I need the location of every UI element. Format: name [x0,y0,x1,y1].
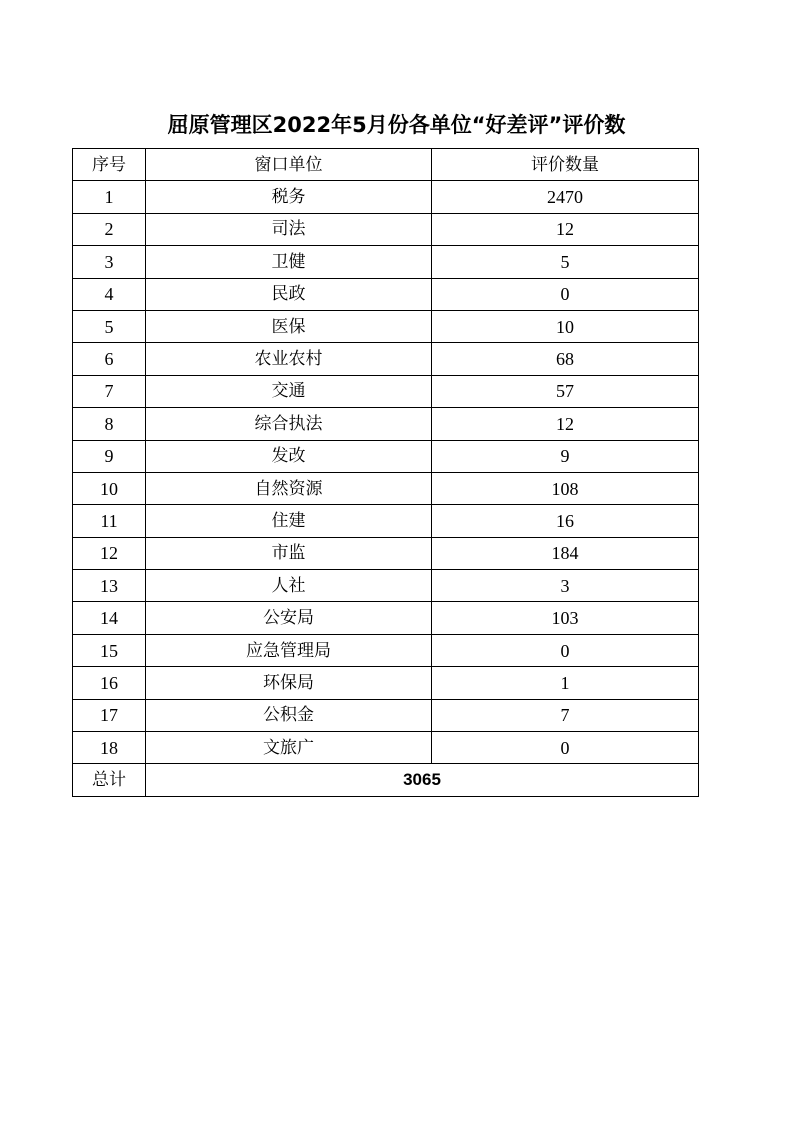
row-index: 6 [73,343,146,375]
table-row [73,472,699,504]
row-count: 12 [432,408,699,440]
row-count: 1 [432,667,699,699]
table-row [73,213,699,245]
row-index: 9 [73,440,146,472]
header-index: 序号 [73,149,146,181]
row-index: 16 [73,667,146,699]
table-row [73,699,699,731]
row-unit: 自然资源 [146,472,432,504]
row-count: 5 [432,246,699,278]
header-count: 评价数量 [432,149,699,181]
row-index: 11 [73,505,146,537]
row-index: 15 [73,634,146,666]
document-title: 屈原管理区2022年5月份各单位“好差评”评价数 [167,113,626,137]
row-count: 184 [432,537,699,569]
row-unit: 住建 [146,505,432,537]
row-unit: 卫健 [146,246,432,278]
row-unit: 市监 [146,537,432,569]
row-index: 12 [73,537,146,569]
row-count: 16 [432,505,699,537]
row-count: 0 [432,732,699,764]
table-row [73,375,699,407]
row-index: 8 [73,408,146,440]
row-unit: 公安局 [146,602,432,634]
row-count: 57 [432,375,699,407]
table-row [73,440,699,472]
row-unit: 人社 [146,570,432,602]
row-unit: 综合执法 [146,408,432,440]
row-index: 14 [73,602,146,634]
row-count: 7 [432,699,699,731]
row-unit: 司法 [146,213,432,245]
table-row [73,667,699,699]
table-row [73,310,699,342]
row-index: 1 [73,181,146,213]
row-count: 68 [432,343,699,375]
row-index: 2 [73,213,146,245]
row-index: 10 [73,472,146,504]
table-row [73,732,699,764]
row-unit: 环保局 [146,667,432,699]
table-row [73,181,699,213]
evaluation-table [72,148,699,797]
table-row [73,343,699,375]
table-body [73,181,699,796]
header-unit: 窗口单位 [146,149,432,181]
row-index: 13 [73,570,146,602]
row-index: 18 [73,732,146,764]
total-row [73,764,699,796]
table-row [73,537,699,569]
row-index: 3 [73,246,146,278]
row-index: 5 [73,310,146,342]
total-value: 3065 [146,764,699,796]
row-count: 9 [432,440,699,472]
table-row [73,278,699,310]
row-count: 108 [432,472,699,504]
row-unit: 税务 [146,181,432,213]
row-unit: 医保 [146,310,432,342]
table-row [73,505,699,537]
row-count: 103 [432,602,699,634]
row-unit: 发改 [146,440,432,472]
table-row [73,570,699,602]
row-index: 7 [73,375,146,407]
row-unit: 公积金 [146,699,432,731]
row-unit: 文旅广 [146,732,432,764]
row-count: 2470 [432,181,699,213]
table-row [73,602,699,634]
total-label: 总计 [73,764,146,796]
row-count: 12 [432,213,699,245]
row-count: 0 [432,634,699,666]
row-index: 4 [73,278,146,310]
row-unit: 交通 [146,375,432,407]
row-unit: 民政 [146,278,432,310]
table-row [73,408,699,440]
row-count: 10 [432,310,699,342]
row-unit: 应急管理局 [146,634,432,666]
row-unit: 农业农村 [146,343,432,375]
table-row [73,634,699,666]
row-count: 3 [432,570,699,602]
table-header-row [73,149,699,181]
row-index: 17 [73,699,146,731]
row-count: 0 [432,278,699,310]
table-row [73,246,699,278]
